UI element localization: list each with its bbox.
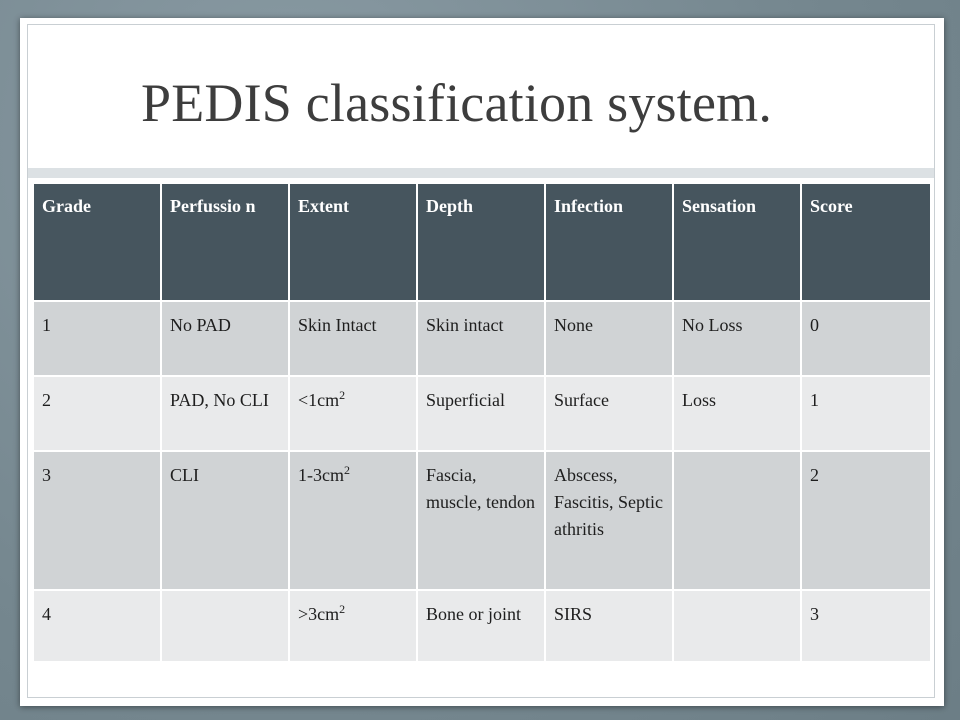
cell-grade: 1 — [34, 302, 162, 377]
cell-sensation: Loss — [674, 377, 802, 452]
cell-grade: 2 — [34, 377, 162, 452]
cell-infection: Surface — [546, 377, 674, 452]
cell-depth: Fascia, muscle, tendon — [418, 452, 546, 591]
cell-depth: Skin intact — [418, 302, 546, 377]
cell-score: 3 — [802, 591, 930, 663]
cell-perfusion: CLI — [162, 452, 290, 591]
title-divider-band — [28, 168, 934, 178]
cell-extent — [290, 591, 418, 663]
cell-infection: None — [546, 302, 674, 377]
pedis-table — [34, 184, 930, 663]
cell-grade: 3 — [34, 452, 162, 591]
cell-extent — [290, 302, 418, 377]
cell-score: 1 — [802, 377, 930, 452]
cell-score: 2 — [802, 452, 930, 591]
extent-text: Skin Intact — [298, 315, 377, 335]
slide-title: PEDIS classification system. — [141, 73, 773, 133]
table-row — [34, 591, 930, 663]
slide — [20, 18, 944, 706]
cell-infection: Abscess, Fascitis, Septic athritis — [546, 452, 674, 591]
extent-text: 1-3cm — [298, 465, 344, 485]
header-row — [34, 184, 930, 302]
cell-depth: Superficial — [418, 377, 546, 452]
cell-infection: SIRS — [546, 591, 674, 663]
header-sensation: Sensation — [674, 184, 802, 302]
cell-perfusion — [162, 591, 290, 663]
extent-text: >3cm — [298, 604, 340, 624]
cell-sensation — [674, 452, 802, 591]
cell-perfusion: PAD, No CLI — [162, 377, 290, 452]
cell-grade: 4 — [34, 591, 162, 663]
table-row — [34, 452, 930, 591]
cell-perfusion: No PAD — [162, 302, 290, 377]
table-row — [34, 302, 930, 377]
title-area — [28, 24, 934, 175]
cell-sensation: No Loss — [674, 302, 802, 377]
cell-score: 0 — [802, 302, 930, 377]
cell-sensation — [674, 591, 802, 663]
header-infection: Infection — [546, 184, 674, 302]
extent-text: <1cm — [298, 390, 340, 410]
header-grade: Grade — [34, 184, 162, 302]
extent-superscript: 2 — [339, 602, 346, 616]
cell-extent — [290, 452, 418, 591]
table-row — [34, 377, 930, 452]
header-depth: Depth — [418, 184, 546, 302]
cell-extent — [290, 377, 418, 452]
header-extent: Extent — [290, 184, 418, 302]
extent-superscript: 2 — [339, 388, 346, 402]
header-perfusion: Perfussio n — [162, 184, 290, 302]
header-score: Score — [802, 184, 930, 302]
extent-superscript: 2 — [343, 463, 350, 477]
cell-depth: Bone or joint — [418, 591, 546, 663]
